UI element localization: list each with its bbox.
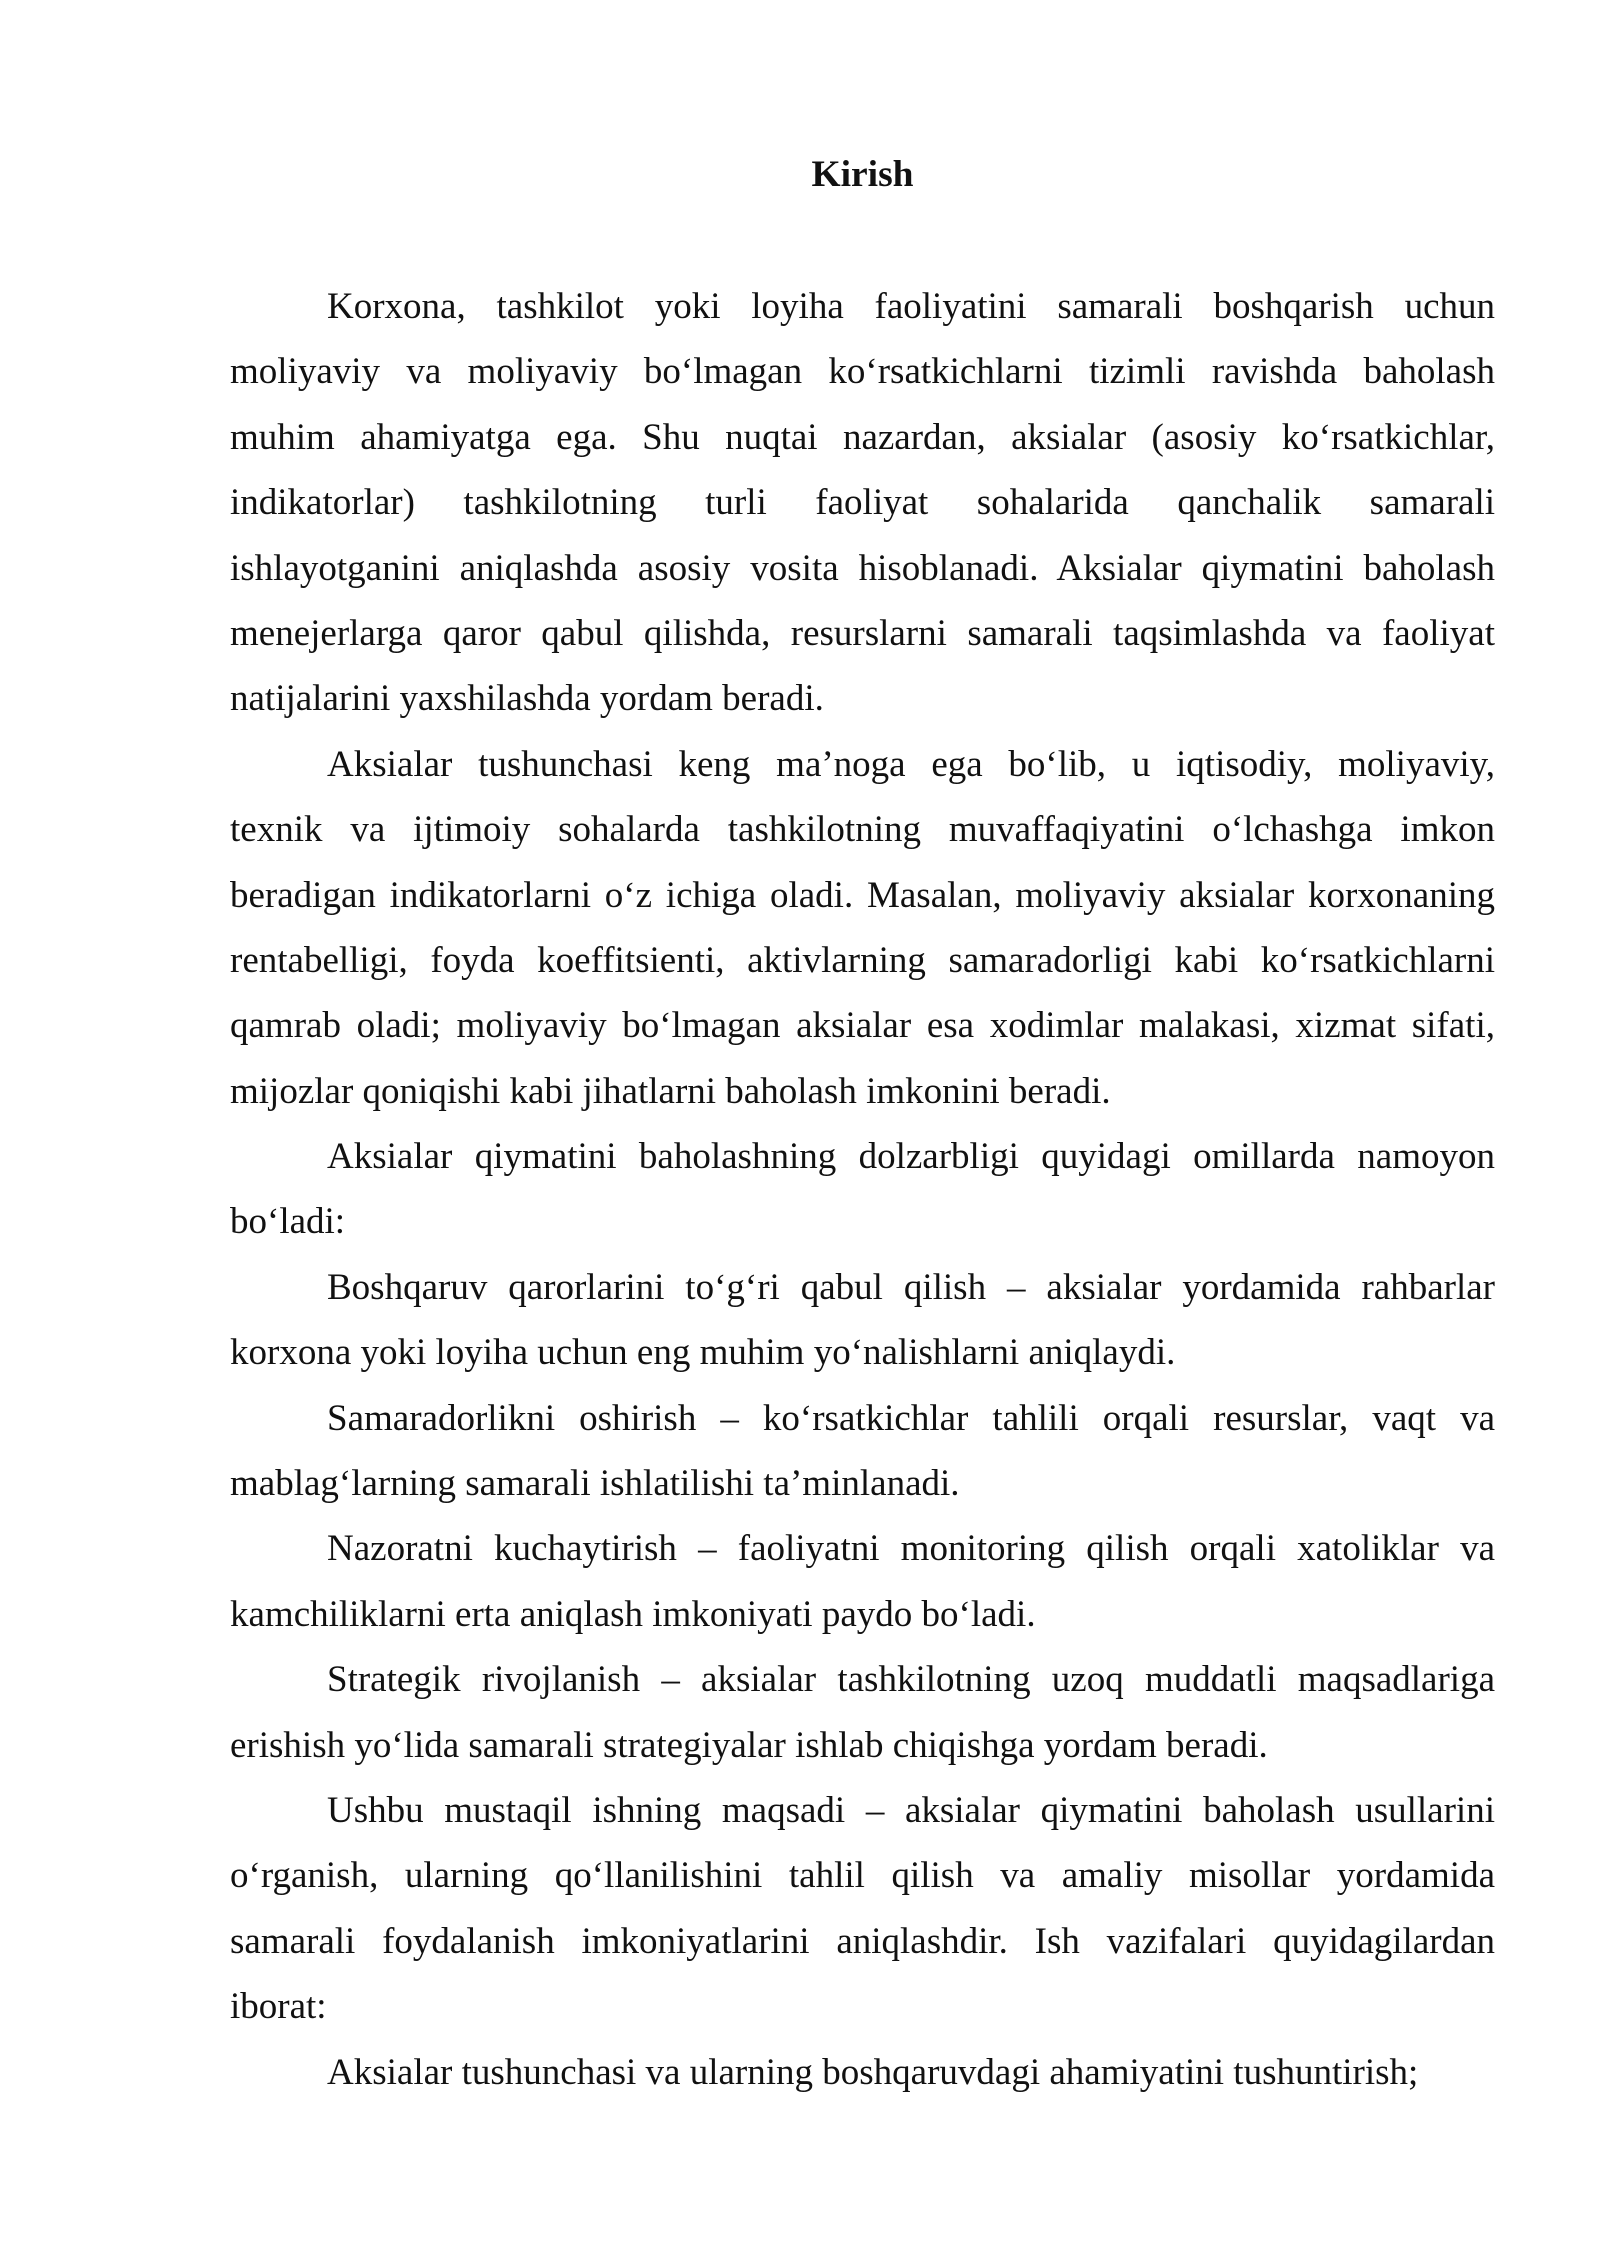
paragraph-line: rentabelligi, foyda koeffitsienti, aktivlarning samaradorligi kabi ko‘rsatkichlarni xyxy=(230,939,1495,981)
paragraph-line: texnik va ijtimoiy sohalarda tashkilotning muvaffaqiyatini o‘lchashga imkon xyxy=(230,809,1495,851)
paragraph-line: erishish yo‘lida samarali strategiyalar ishlab chiqishga yordam beradi. xyxy=(230,1724,1268,1766)
paragraph xyxy=(230,1778,1495,2040)
page-title: Kirish xyxy=(811,154,914,195)
paragraph-line: Boshqaruv qarorlarini to‘g‘ri qabul qilish – aksialar yordamida rahbarlar xyxy=(327,1266,1495,1308)
paragraph-line: natijalarini yaxshilashda yordam beradi. xyxy=(230,678,824,720)
paragraph xyxy=(230,1516,1495,1647)
paragraph-line: Strategik rivojlanish – aksialar tashkilotning uzoq muddatli maqsadlariga xyxy=(327,1659,1495,1701)
paragraph xyxy=(230,732,1495,1124)
paragraph-line: menejerlarga qaror qabul qilishda, resurslarni samarali taqsimlashda va faoliyat xyxy=(230,612,1495,654)
paragraph-line: korxona yoki loyiha uchun eng muhim yo‘nalishlarni aniqlaydi. xyxy=(230,1332,1176,1374)
paragraph-line: Aksialar tushunchasi keng ma’noga ega bo‘lib, u iqtisodiy, moliyaviy, xyxy=(327,743,1495,785)
paragraph-line: kamchiliklarni erta aniqlash imkoniyati paydo bo‘ladi. xyxy=(230,1593,1036,1635)
paragraph-line: o‘rganish, ularning qo‘llanilishini tahlil qilish va amaliy misollar yordamida xyxy=(230,1855,1495,1897)
paragraph-line: beradigan indikatorlarni o‘z ichiga oladi. Masalan, moliyaviy aksialar korxonaning xyxy=(230,874,1495,916)
paragraph xyxy=(230,274,1495,732)
paragraph-line: samarali foydalanish imkoniyatlarini aniqlashdir. Ish vazifalari quyidagilardan xyxy=(230,1920,1495,1962)
paragraph-line: bo‘ladi: xyxy=(230,1201,346,1243)
paragraph-line: muhim ahamiyatga ega. Shu nuqtai nazardan, aksialar (asosiy ko‘rsatkichlar, xyxy=(230,416,1495,458)
paragraph-line: ishlayotganini aniqlashda asosiy vosita hisoblanadi. Aksialar qiymatini baholash xyxy=(230,547,1495,589)
paragraph-line: iborat: xyxy=(230,1986,327,2028)
paragraph-line: Ushbu mustaqil ishning maqsadi – aksialar qiymatini baholash usullarini xyxy=(327,1789,1495,1831)
paragraph-line: indikatorlar) tashkilotning turli faoliyat sohalarida qanchalik samarali xyxy=(230,482,1495,524)
paragraph-line: mijozlar qoniqishi kabi jihatlarni baholash imkonini beradi. xyxy=(230,1070,1111,1112)
paragraph-line: Aksialar qiymatini baholashning dolzarbligi quyidagi omillarda namoyon xyxy=(327,1136,1495,1178)
paragraph xyxy=(230,1386,1495,1517)
paragraph-line: qamrab oladi; moliyaviy bo‘lmagan aksialar esa xodimlar malakasi, xizmat sifati, xyxy=(230,1005,1495,1047)
paragraph-line: moliyaviy va moliyaviy bo‘lmagan ko‘rsatkichlarni tizimli ravishda baholash xyxy=(230,351,1495,393)
paragraph xyxy=(230,1255,1495,1386)
paragraph-line: Aksialar tushunchasi va ularning boshqaruvdagi ahamiyatini tushuntirish; xyxy=(327,2051,1419,2093)
paragraph xyxy=(230,2040,1495,2105)
paragraph-line: Nazoratni kuchaytirish – faoliyatni monitoring qilish orqali xatoliklar va xyxy=(327,1528,1495,1570)
paragraph-line: mablag‘larning samarali ishlatilishi ta’minlanadi. xyxy=(230,1463,960,1505)
paragraph-line: Korxona, tashkilot yoki loyiha faoliyatini samarali boshqarish uchun xyxy=(327,286,1495,327)
paragraph xyxy=(230,1647,1495,1778)
document-body xyxy=(230,274,1495,2105)
paragraph-line: Samaradorlikni oshirish – ko‘rsatkichlar tahlili orqali resurslar, vaqt va xyxy=(327,1397,1495,1439)
paragraph xyxy=(230,1124,1495,1255)
